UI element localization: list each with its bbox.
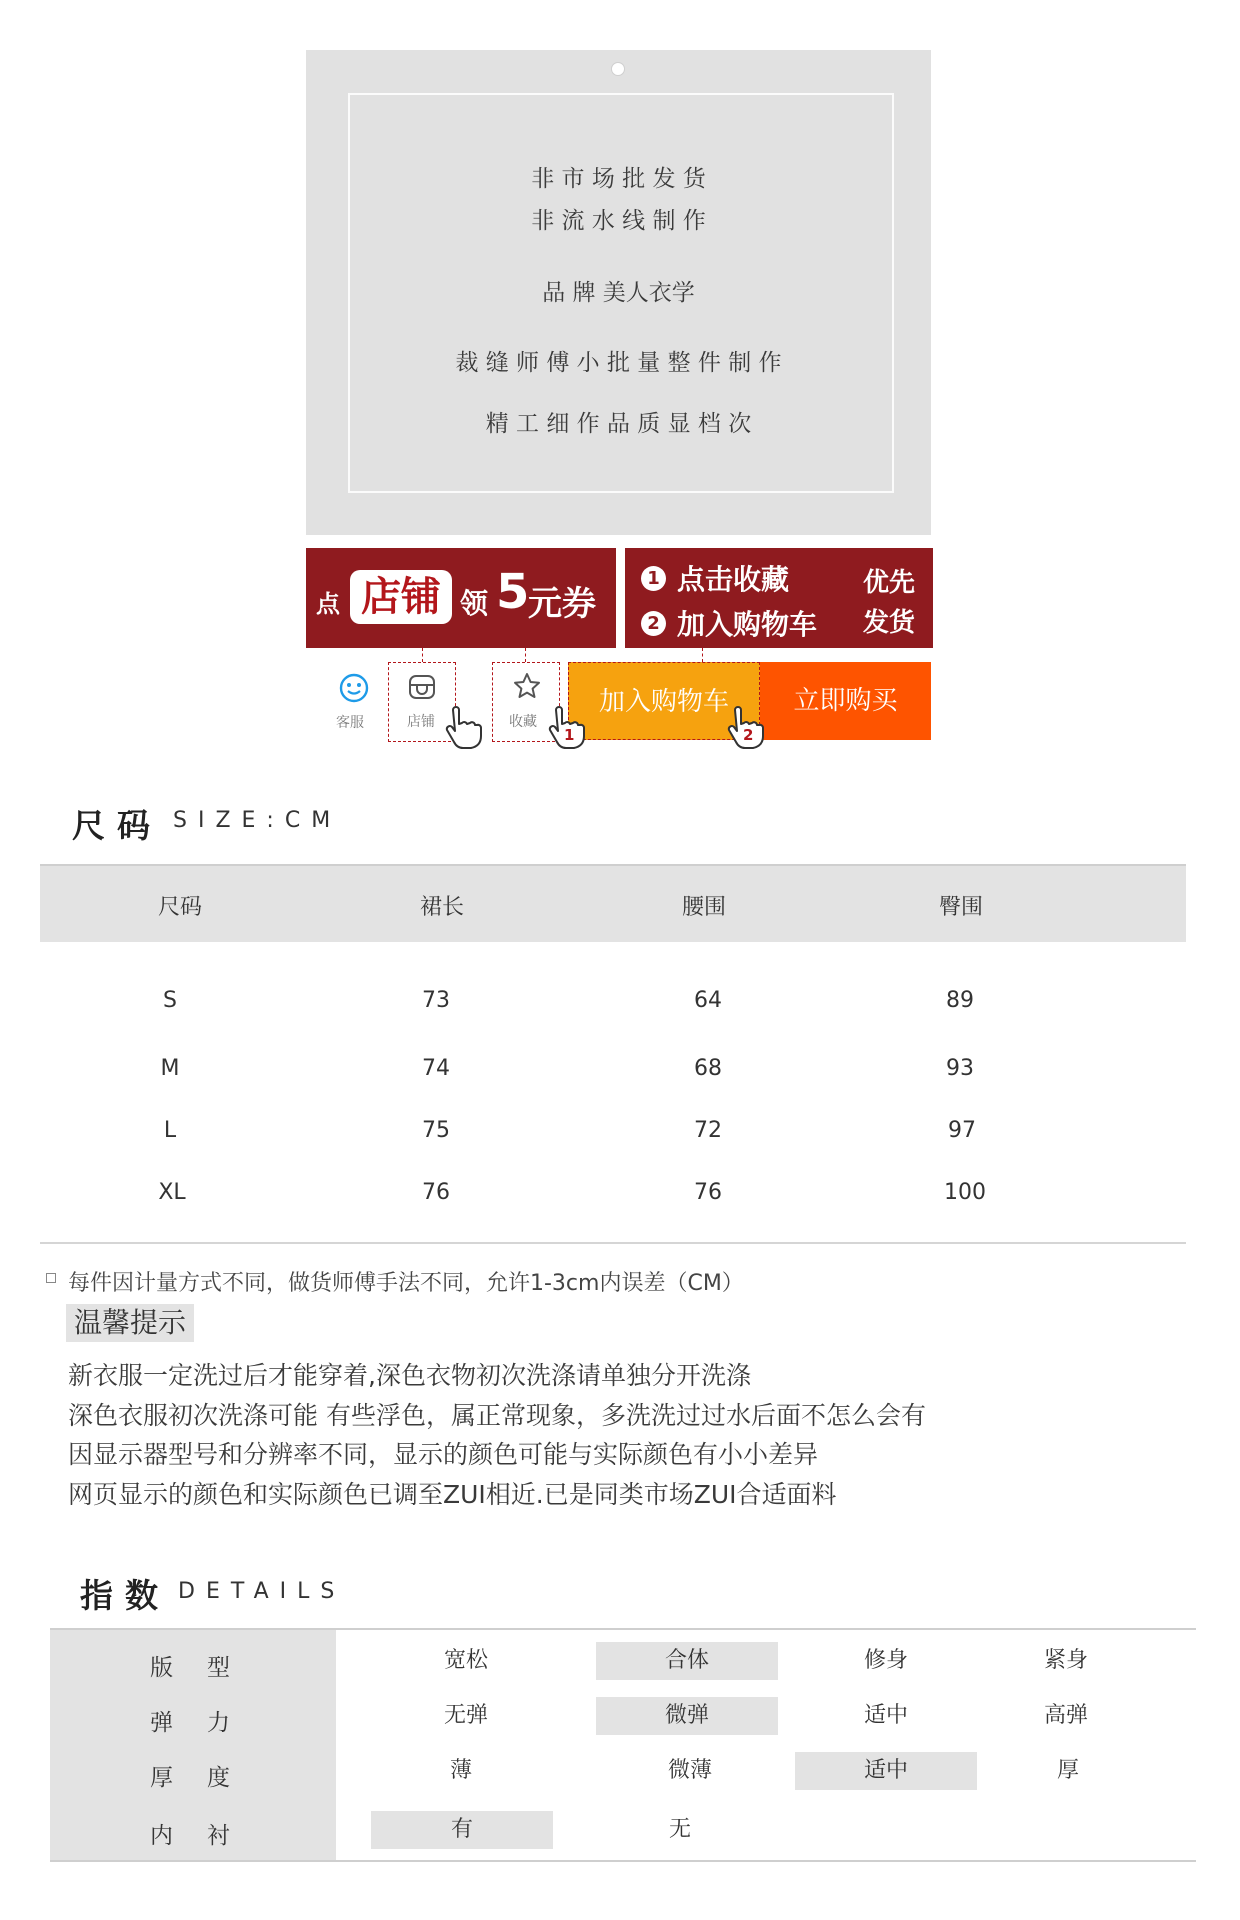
details-bottom-line [50,1860,1196,1862]
details-option-selected: 合体 [596,1642,778,1680]
table-cell: 72 [694,1118,722,1143]
buy-now-button[interactable]: 立即购买 [760,662,931,740]
service-label: 客服 [336,715,364,731]
table-cell: 73 [422,988,450,1013]
shop-coupon-banner[interactable] [306,548,616,648]
details-option: 适中 [863,1703,908,1728]
measurement-note: 每件因计量方式不同，做货师傅手法不同，允许1-3cm内误差（CM） [68,1271,744,1296]
table-cell: 93 [946,1056,974,1081]
details-option: 高弹 [1043,1703,1088,1728]
table-cell: M [160,1056,180,1081]
details-option: 无 [668,1817,691,1842]
table-cell: 76 [422,1180,450,1205]
tip-line-3: 因显示器型号和分辨率不同，显示的颜色可能与实际颜色有小小差异 [68,1440,819,1469]
shop-icon [407,673,437,701]
table-cell: 64 [694,988,722,1013]
step-1-text: 点击收藏 [677,563,790,596]
favorite-label: 收藏 [509,714,537,730]
tag-line-1: 非 市 场 批 发 货 [531,166,706,192]
banner-coupon-amount: 5 [496,564,530,620]
table-cell: 76 [694,1180,722,1205]
table-cell: 68 [694,1056,722,1081]
size-header-waist: 腰围 [681,895,727,920]
table-cell: L [163,1118,177,1143]
details-label-fit: 版型 [150,1655,264,1681]
details-option: 薄 [449,1758,472,1783]
table-cell: S [163,988,177,1013]
tag-line-quality: 精 工 细 作 品 质 显 档 次 [485,411,752,437]
tips-title: 温馨提示 [66,1304,194,1342]
step-1-badge: 1 [641,566,666,591]
marker-1: 1 [564,726,575,744]
size-header-size: 尺码 [157,895,203,920]
note-bullet-icon [46,1273,56,1283]
step-2-text: 加入购物车 [677,608,818,641]
details-label-lining: 内衬 [150,1823,264,1849]
details-label-thickness: 厚度 [150,1765,264,1791]
hand-cursor-icon [442,706,482,750]
details-option-selected: 微弹 [596,1697,778,1735]
tag-line-2: 非 流 水 线 制 作 [531,208,706,234]
connector-cart [702,648,703,662]
details-title-cn: 指数 [80,1576,170,1615]
table-cell: 74 [422,1056,450,1081]
size-table-header [40,864,1186,942]
details-option: 宽松 [443,1648,488,1673]
size-header-hip: 臀围 [938,895,984,920]
marker-2: 2 [743,726,754,744]
banner-coupon-text: 元券 [528,584,596,624]
favorite-cart-banner [625,548,933,648]
details-option-selected: 有 [371,1811,553,1849]
table-cell: 89 [946,988,974,1013]
shop-label: 店铺 [407,714,435,730]
table-cell: 75 [422,1118,450,1143]
tag-hole [611,62,625,76]
service-button[interactable] [330,668,378,738]
connector-favorite [525,648,526,662]
star-icon [512,671,542,701]
size-title-en: SIZE:CM [173,808,342,833]
priority-text-1: 优先 [863,568,916,598]
size-title-cn: 尺码 [72,806,162,845]
priority-text-2: 发货 [863,608,916,638]
connector-shop [422,648,423,662]
step-2-badge: 2 [641,611,666,636]
details-option: 修身 [863,1648,908,1673]
tip-line-4: 网页显示的颜色和实际颜色已调至ZUI相近.已是同类市场ZUI合适面料 [68,1480,837,1509]
details-option: 紧身 [1043,1648,1088,1673]
details-label-elasticity: 弹力 [150,1710,264,1736]
tag-line-brand: 品 牌 美人衣学 [542,280,695,306]
tip-line-1: 新衣服一定洗过后才能穿着,深色衣物初次洗涤请单独分开洗涤 [68,1361,751,1390]
details-option: 厚 [1056,1758,1079,1783]
table-cell: 97 [948,1118,976,1143]
banner-get-text: 领 [460,587,489,620]
hang-tag [306,50,931,535]
table-cell: XL [158,1180,186,1205]
details-option: 无弹 [443,1703,488,1728]
size-header-length: 裙长 [419,895,465,920]
chat-face-icon [338,672,370,704]
tag-line-tailor: 裁 缝 师 傅 小 批 量 整 件 制 作 [455,350,782,376]
table-cell: 100 [944,1180,986,1205]
tip-line-2: 深色衣服初次洗涤可能 有些浮色，属正常现象，多洗洗过过水后面不怎么会有 [68,1401,926,1430]
banner-shop-label: 店铺 [350,570,452,624]
details-option-selected: 适中 [795,1752,977,1790]
size-table-bottom-line [40,1242,1186,1244]
add-to-cart-button[interactable]: 加入购物车 [568,662,760,740]
banner-click-text: 点 [316,590,340,618]
details-option: 微薄 [667,1758,712,1783]
details-title-en: DETAILS [178,1579,346,1604]
